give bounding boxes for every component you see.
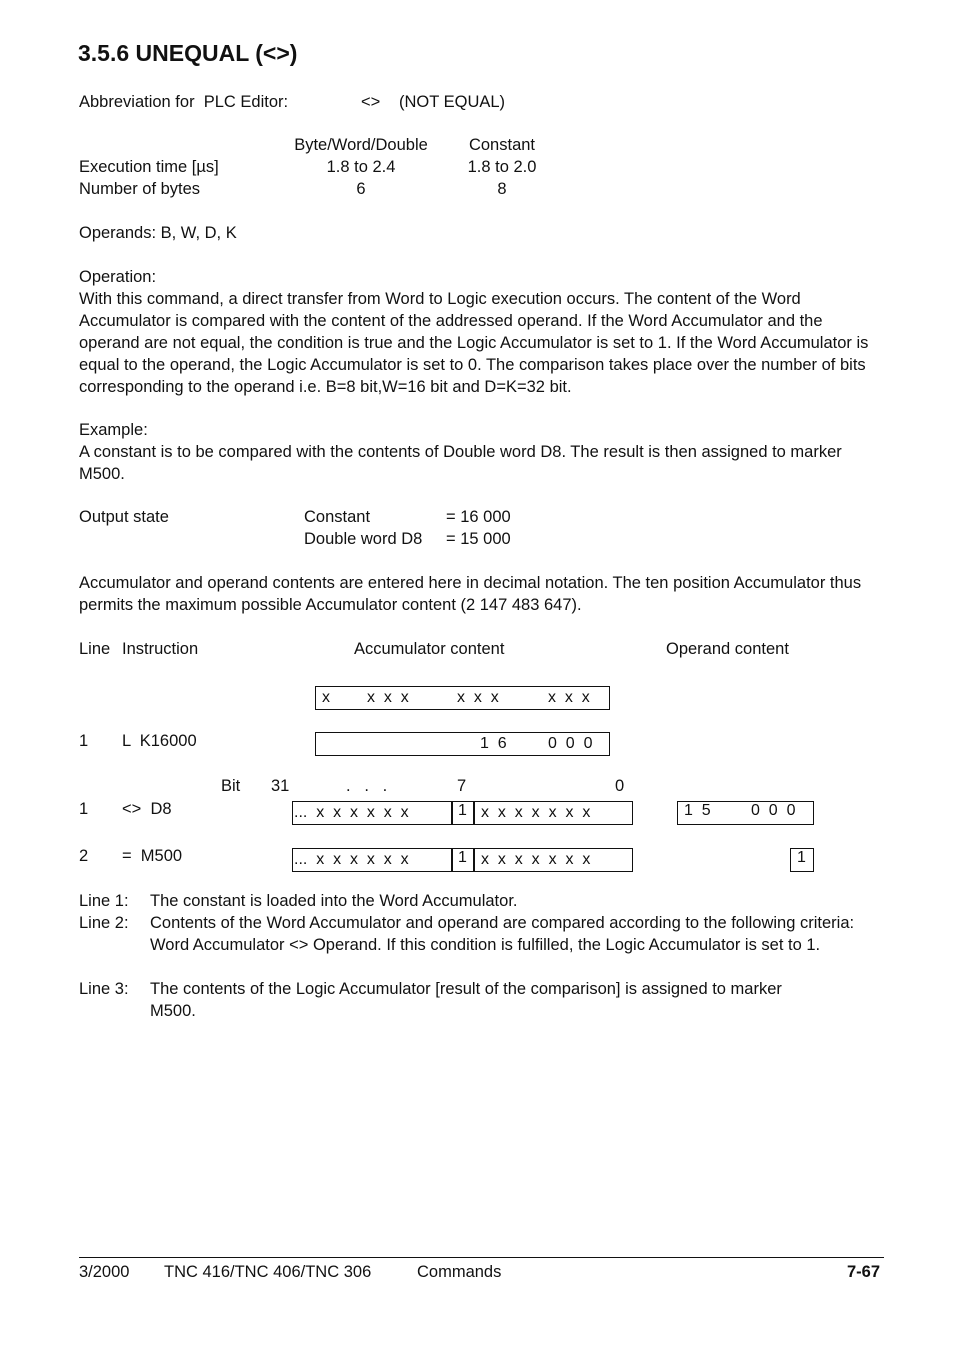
bit-separator — [473, 802, 475, 824]
header-operand: Operand content — [666, 640, 789, 658]
bit-dots: . . . — [346, 777, 388, 795]
bit-0-label: 0 — [615, 777, 625, 795]
bit-7-label: 7 — [457, 777, 467, 795]
bit-separator — [473, 849, 475, 871]
line-number: 2 — [79, 847, 89, 865]
abbrev-meaning: (NOT EQUAL) — [399, 93, 506, 111]
marker-value: 1 — [797, 849, 806, 866]
timing-cell: 1.8 to 2.0 — [467, 158, 537, 176]
header-line: Line — [79, 640, 111, 658]
bit-cells-high: ... x x x x x x — [294, 851, 409, 868]
output-state-name: Double word D8 — [304, 530, 423, 548]
note-text: The contents of the Logic Accumulator [result of the comparison] is assigned to marker M500. — [150, 980, 782, 1020]
acc-digit-group: 0 0 0 — [548, 735, 593, 752]
timing-cell: 1.8 to 2.4 — [326, 158, 396, 176]
marker-box — [790, 848, 814, 872]
timing-cell: 8 — [497, 180, 507, 198]
timing-col1-header: Byte/Word/Double — [294, 136, 428, 154]
acc-digit-group: x x x — [548, 689, 590, 706]
timing-row-label: Number of bytes — [79, 180, 201, 198]
instruction: <> D8 — [122, 800, 172, 818]
header-instruction: Instruction — [122, 640, 199, 658]
footer-model: TNC 416/TNC 406/TNC 306 — [164, 1263, 372, 1281]
instruction: = M500 — [122, 847, 183, 865]
bit-cells-low: x x x x x x x — [481, 851, 591, 868]
footer-section: Commands — [417, 1263, 502, 1281]
example-label: Example: — [79, 421, 148, 439]
acc-digit-group: x x x — [367, 689, 409, 706]
output-state-label: Output state — [79, 508, 169, 526]
bit-cells-high: ... x x x x x x — [294, 804, 409, 821]
accumulator-box — [315, 732, 610, 756]
note-text: Contents of the Word Accumulator and operand are compared according to the following criteria: Word Accumulator <> Operand. If this condition is fulfilled, the Logic Accumulator is set to 1. — [150, 914, 855, 954]
timing-col2-header: Constant — [468, 136, 536, 154]
abbrev-label: Abbreviation for PLC Editor: — [79, 93, 289, 111]
timing-row-label: Execution time [µs] — [79, 158, 219, 176]
bit-separator — [451, 849, 453, 871]
operand-digit-group: 1 5 — [684, 802, 711, 819]
acc-digit-group: 1 6 — [480, 735, 507, 752]
bit-cell-logic: 1 — [458, 802, 467, 819]
note-label: Line 1: — [79, 892, 129, 910]
footer-date: 3/2000 — [79, 1263, 130, 1281]
line-number: 1 — [79, 800, 89, 818]
instruction: L K16000 — [122, 732, 197, 750]
note-text: The constant is loaded into the Word Accumulator. — [150, 892, 518, 910]
note-label: Line 2: — [79, 914, 129, 932]
header-accumulator: Accumulator content — [354, 640, 505, 658]
notation-text: Accumulator and operand contents are entered here in decimal notation. The ten position Accumulator thus permits the maximum possible Accumulator content (2 147 483 647). — [79, 574, 862, 614]
bit-register-box — [292, 801, 633, 825]
page-title: 3.5.6 UNEQUAL (<>) — [78, 40, 298, 66]
operand-box — [677, 801, 814, 825]
abbrev-symbol: <> — [361, 93, 381, 111]
example-text: A constant is to be compared with the contents of Double word D8. The result is then assigned to marker M500. — [79, 443, 842, 483]
operation-text: With this command, a direct transfer from Word to Logic execution occurs. The content of the Word Accumulator is compared with the content of the addressed operand. If the Word Accumulator and the operand are not equal, the condition is true and the Logic Accumulator is set to 1. If the Word Accumulator is equal to the operand, the Logic Accumulator is set to 0. The comparison takes place over the number of bits corresponding to the operand i.e. B=8 bit,W=16 bit and D=K=32 bit. — [79, 290, 869, 396]
timing-cell: 6 — [356, 180, 366, 198]
operand-digit-group: 0 0 0 — [751, 802, 796, 819]
acc-digit-group: x x x — [457, 689, 499, 706]
bit-separator — [451, 802, 453, 824]
page-number: 7-67 — [846, 1263, 880, 1281]
bit-label: Bit — [221, 777, 241, 795]
operation-label: Operation: — [79, 268, 157, 286]
output-state-value: = 16 000 — [446, 508, 511, 526]
note-label: Line 3: — [79, 980, 129, 998]
line-number: 1 — [79, 732, 89, 750]
operands-text: Operands: B, W, D, K — [79, 224, 237, 242]
accumulator-box — [315, 686, 610, 710]
output-state-name: Constant — [304, 508, 371, 526]
bit-cell-logic: 1 — [458, 849, 467, 866]
acc-digit: x — [322, 689, 330, 706]
bit-31-label: 31 — [271, 777, 290, 795]
bit-cells-low: x x x x x x x — [481, 804, 591, 821]
output-state-value: = 15 000 — [446, 530, 511, 548]
bit-register-box — [292, 848, 633, 872]
footer-rule — [79, 1257, 884, 1258]
